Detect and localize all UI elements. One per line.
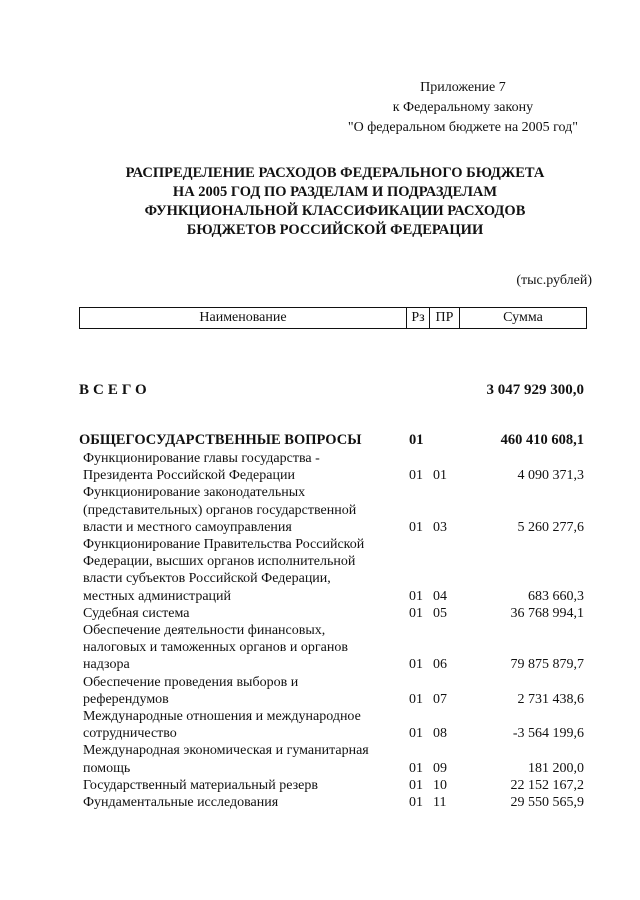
item-name-line: Федерации, высших органов исполнительной bbox=[83, 554, 356, 570]
table-row bbox=[79, 536, 584, 605]
table-row bbox=[79, 708, 584, 742]
item-name-line: налоговых и таможенных органов и органов bbox=[83, 640, 348, 656]
item-pr: 09 bbox=[433, 760, 447, 776]
table-row bbox=[79, 777, 584, 794]
section-row bbox=[79, 430, 584, 450]
item-name bbox=[79, 450, 409, 484]
item-name-line: Международная экономическая и гуманитарная bbox=[83, 743, 369, 759]
item-pr: 04 bbox=[433, 588, 447, 604]
table-row bbox=[79, 450, 584, 484]
item-sum: 683 660,3 bbox=[528, 588, 584, 604]
item-name bbox=[79, 674, 409, 708]
table-header bbox=[79, 307, 587, 329]
item-name-line: Международные отношения и международное bbox=[83, 709, 361, 725]
table-row bbox=[79, 674, 584, 708]
item-name-line: (представительных) органов государственной bbox=[83, 502, 357, 518]
appendix-note bbox=[348, 78, 578, 138]
table-row bbox=[79, 742, 584, 776]
item-rz: 01 bbox=[409, 726, 423, 742]
total-sum: 3 047 929 300,0 bbox=[486, 382, 584, 398]
item-name-line: власти субъектов Российской Федерации, bbox=[83, 571, 331, 587]
item-name-line: Государственный материальный резерв bbox=[83, 777, 318, 793]
item-sum: 5 260 277,6 bbox=[517, 519, 584, 535]
units-note: (тыс.рублей) bbox=[516, 273, 592, 288]
item-name bbox=[79, 622, 409, 674]
item-name-line: Функционирование Правительства Российской bbox=[83, 537, 365, 553]
item-name-line: Обеспечение деятельности финансовых, bbox=[83, 623, 326, 639]
item-rz: 01 bbox=[409, 760, 423, 776]
section-rz: 01 bbox=[409, 432, 424, 448]
item-rz: 01 bbox=[409, 691, 423, 707]
appendix-line-2: к Федеральному закону bbox=[392, 100, 534, 115]
item-pr: 06 bbox=[433, 657, 447, 673]
item-name bbox=[79, 742, 409, 776]
item-pr: 01 bbox=[433, 468, 447, 484]
item-name-line: власти и местного самоуправления bbox=[83, 519, 292, 535]
item-name-line: сотрудничество bbox=[83, 726, 177, 742]
table-row bbox=[79, 484, 584, 536]
item-pr: 07 bbox=[433, 691, 447, 707]
header-name: Наименование bbox=[80, 308, 407, 328]
title-line-2: НА 2005 ГОД ПО РАЗДЕЛАМ И ПОДРАЗДЕЛАМ bbox=[172, 184, 498, 200]
item-rz: 01 bbox=[409, 588, 423, 604]
appendix-line-3: "О федеральном бюджете на 2005 год" bbox=[347, 120, 578, 135]
item-sum: 4 090 371,3 bbox=[517, 468, 584, 484]
item-name bbox=[79, 484, 409, 536]
item-rz: 01 bbox=[409, 468, 423, 484]
section-sum: 460 410 608,1 bbox=[500, 432, 584, 448]
header-rz: Рз bbox=[407, 308, 430, 328]
item-name bbox=[79, 708, 409, 742]
item-sum: 79 875 879,7 bbox=[510, 657, 584, 673]
item-sum: 29 550 565,9 bbox=[510, 795, 584, 811]
total-row bbox=[79, 380, 584, 400]
title-line-3: ФУНКЦИОНАЛЬНОЙ КЛАССИФИКАЦИИ РАСХОДОВ bbox=[144, 203, 526, 219]
table-row bbox=[79, 605, 584, 622]
item-sum: 36 768 994,1 bbox=[510, 605, 584, 621]
item-pr: 08 bbox=[433, 726, 447, 742]
item-sum: -3 564 199,6 bbox=[512, 726, 584, 742]
item-sum: 2 731 438,6 bbox=[517, 691, 584, 707]
item-rz: 01 bbox=[409, 657, 423, 673]
item-name-line: Президента Российской Федерации bbox=[83, 468, 295, 484]
item-rz: 01 bbox=[409, 519, 423, 535]
item-rz: 01 bbox=[409, 777, 423, 793]
item-name-line: Функционирование главы государства - bbox=[83, 451, 320, 466]
item-name-line: Функционирование законодательных bbox=[83, 485, 306, 501]
item-name bbox=[79, 605, 409, 622]
document-title bbox=[60, 164, 610, 240]
header-pr: ПР bbox=[430, 308, 460, 328]
item-name-line: Обеспечение проведения выборов и bbox=[83, 674, 299, 690]
table-row bbox=[79, 622, 584, 674]
item-name bbox=[79, 777, 409, 794]
item-rz: 01 bbox=[409, 605, 423, 621]
header-sum: Сумма bbox=[503, 310, 543, 325]
total-label: ВСЕГО bbox=[79, 382, 151, 398]
item-name bbox=[79, 536, 409, 605]
table-row bbox=[79, 794, 584, 811]
item-sum: 181 200,0 bbox=[528, 760, 584, 776]
item-name-line: Фундаментальные исследования bbox=[83, 795, 279, 811]
item-pr: 11 bbox=[433, 795, 447, 811]
item-name-line: референдумов bbox=[83, 691, 169, 707]
item-name bbox=[79, 794, 409, 811]
item-pr: 10 bbox=[433, 777, 447, 793]
items-table bbox=[79, 450, 584, 811]
item-sum: 22 152 167,2 bbox=[510, 777, 584, 793]
item-name-line: Судебная система bbox=[83, 605, 190, 621]
item-pr: 03 bbox=[433, 519, 447, 535]
item-name-line: местных администраций bbox=[83, 588, 232, 604]
item-name-line: помощь bbox=[83, 760, 131, 776]
item-rz: 01 bbox=[409, 795, 423, 811]
section-name: ОБЩЕГОСУДАРСТВЕННЫЕ ВОПРОСЫ bbox=[79, 432, 362, 448]
appendix-line-1: Приложение 7 bbox=[420, 80, 506, 95]
title-line-1: РАСПРЕДЕЛЕНИЕ РАСХОДОВ ФЕДЕРАЛЬНОГО БЮДЖЕТА bbox=[125, 165, 545, 181]
item-name-line: надзора bbox=[83, 657, 130, 673]
title-line-4: БЮДЖЕТОВ РОССИЙСКОЙ ФЕДЕРАЦИИ bbox=[186, 222, 484, 238]
item-pr: 05 bbox=[433, 605, 447, 621]
